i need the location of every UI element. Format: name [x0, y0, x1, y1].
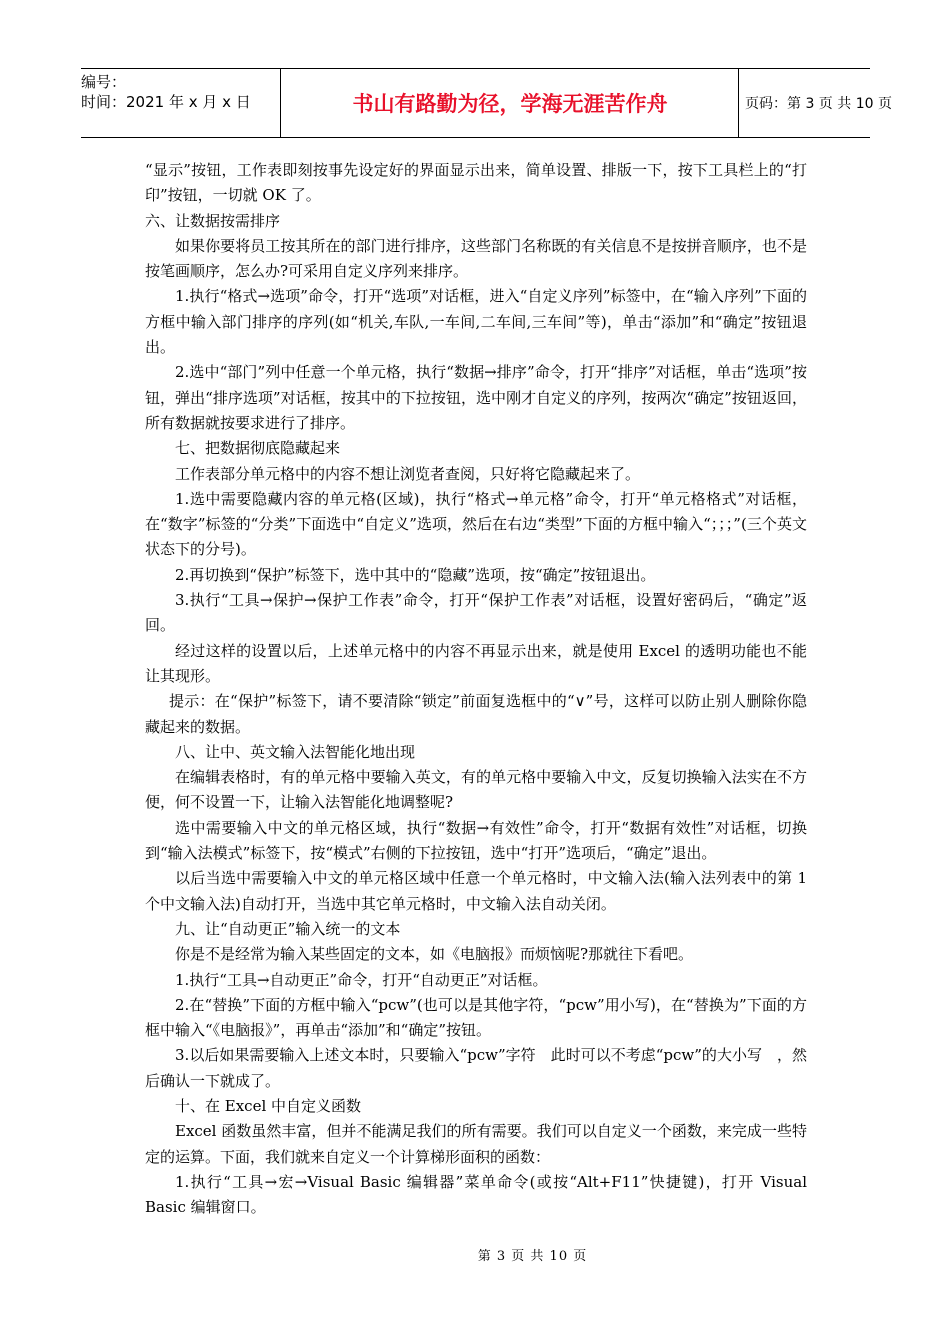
footer-page-number: 第 3 页 共 10 页 — [477, 1249, 588, 1264]
paragraph: 你是不是经常为输入某些固定的文本，如《电脑报》而烦恼呢?那就往下看吧。 — [175, 945, 694, 964]
section-heading: 九、让“自动更正”输入统一的文本 — [175, 919, 401, 938]
paragraph: 2.再切换到“保护”标签下，选中其中的“隐藏”选项，按“确定”按钮退出。 — [175, 565, 656, 584]
paragraph: 工作表部分单元格中的内容不想让浏览者查阅，只好将它隐藏起来了。 — [175, 464, 641, 483]
section-heading: 七、把数据彻底隐藏起来 — [175, 439, 341, 458]
paragraph: 1.选中需要隐藏内容的单元格(区域)，执行“格式→单元格”命令，打开“单元格格式”对话框，在“数字”标签的“分类”下面选中“自定义”选项，然后在右边“类型”下面的方框中输入“；；；”(三个英文状态下的分号)。 — [145, 489, 807, 559]
header-page-info: 页码：第 3 页 共 10 页 — [745, 96, 892, 112]
paragraph: 3.以后如果需要输入上述文本时，只要输入“pcw”字符 此时可以不考虑“pcw”的大小写 ，然后确认一下就成了。 — [145, 1046, 807, 1090]
paragraph: 以后当选中需要输入中文的单元格区域中任意一个单元格时，中文输入法(输入法列表中的第 1 个中文输入法)自动打开，当选中其它单元格时，中文输入法自动关闭。 — [145, 869, 807, 913]
paragraph: 选中需要输入中文的单元格区域，执行“数据→有效性”命令，打开“数据有效性”对话框，切换到“输入法模式”标签下，按“模式”右侧的下拉按钮，选中“打开”选项后，“确定”退出。 — [145, 818, 807, 863]
section-heading: 八、让中、英文输入法智能化地出现 — [175, 742, 416, 761]
tip-paragraph: 提示：在“保护”标签下，请不要清除“锁定”前面复选框中的“∨”号，这样可以防止别人删除你隐藏起来的数据。 — [145, 692, 807, 736]
page-footer — [0, 1245, 950, 1264]
section-heading: 十、在 Excel 中自定义函数 — [175, 1096, 362, 1115]
paragraph: 1.执行“格式→选项”命令，打开“选项”对话框，进入“自定义序列”标签中，在“输入序列”下面的方框中输入部门排序的序列(如“机关,车队,一车间,二车间,三车间”等)，单击“添加”和“确定”按钮退出。 — [145, 287, 807, 357]
paragraph: 1.执行“工具→自动更正”命令，打开“自动更正”对话框。 — [175, 970, 548, 989]
paragraph: 在编辑表格时，有的单元格中要输入英文，有的单元格中要输入中文，反复切换输入法实在不方便，何不设置一下，让输入法智能化地调整呢? — [145, 768, 807, 812]
paragraph: 3.执行“工具→保护→保护工作表”命令，打开“保护工作表”对话框，设置好密码后，“确定”返回。 — [145, 591, 807, 635]
document-body — [145, 158, 807, 1220]
paragraph: 经过这样的设置以后，上述单元格中的内容不再显示出来，就是使用 Excel 的透明功能也不能让其现形。 — [145, 641, 807, 685]
paragraph: Excel 函数虽然丰富，但并不能满足我们的所有需要。我们可以自定义一个函数，来完成一些特定的运算。下面，我们就来自定义一个计算梯形面积的函数： — [145, 1122, 807, 1166]
document-date-label: 时间：2021 年 x 月 x 日 — [81, 93, 251, 111]
section-heading: 六、让数据按需排序 — [145, 211, 281, 230]
paragraph: 1.执行“工具→宏→Visual Basic 编辑器”菜单命令(或按“Alt+F11”快捷键)，打开 Visual Basic 编辑窗口。 — [145, 1172, 807, 1217]
document-number-label: 编号： — [81, 73, 127, 91]
paragraph: “显示”按钮，工作表即刻按事先设定好的界面显示出来，简单设置、排版一下，按下工具栏上的“打印”按钮，一切就 OK 了。 — [145, 161, 807, 205]
header-motto: 书山有路勤为径，学海无涯苦作舟 — [282, 69, 739, 137]
header-meta — [81, 69, 281, 137]
paragraph: 2.选中“部门”列中任意一个单元格，执行“数据→排序”命令，打开“排序”对话框，单击“选项”按钮，弹出“排序选项”对话框，按其中的下拉按钮，选中刚才自定义的序列，按两次“确定”按钮返回，所有数据就按要求进行了排序。 — [145, 363, 807, 432]
paragraph: 如果你要将员工按其所在的部门进行排序，这些部门名称既的有关信息不是按拼音顺序，也不是按笔画顺序，怎么办?可采用自定义序列来排序。 — [145, 236, 807, 281]
paragraph: 2.在“替换”下面的方框中输入“pcw”(也可以是其他字符，“pcw”用小写)，在“替换为”下面的方框中输入“《电脑报》”，再单击“添加”和“确定”按钮。 — [145, 995, 807, 1040]
page-header — [81, 68, 892, 138]
